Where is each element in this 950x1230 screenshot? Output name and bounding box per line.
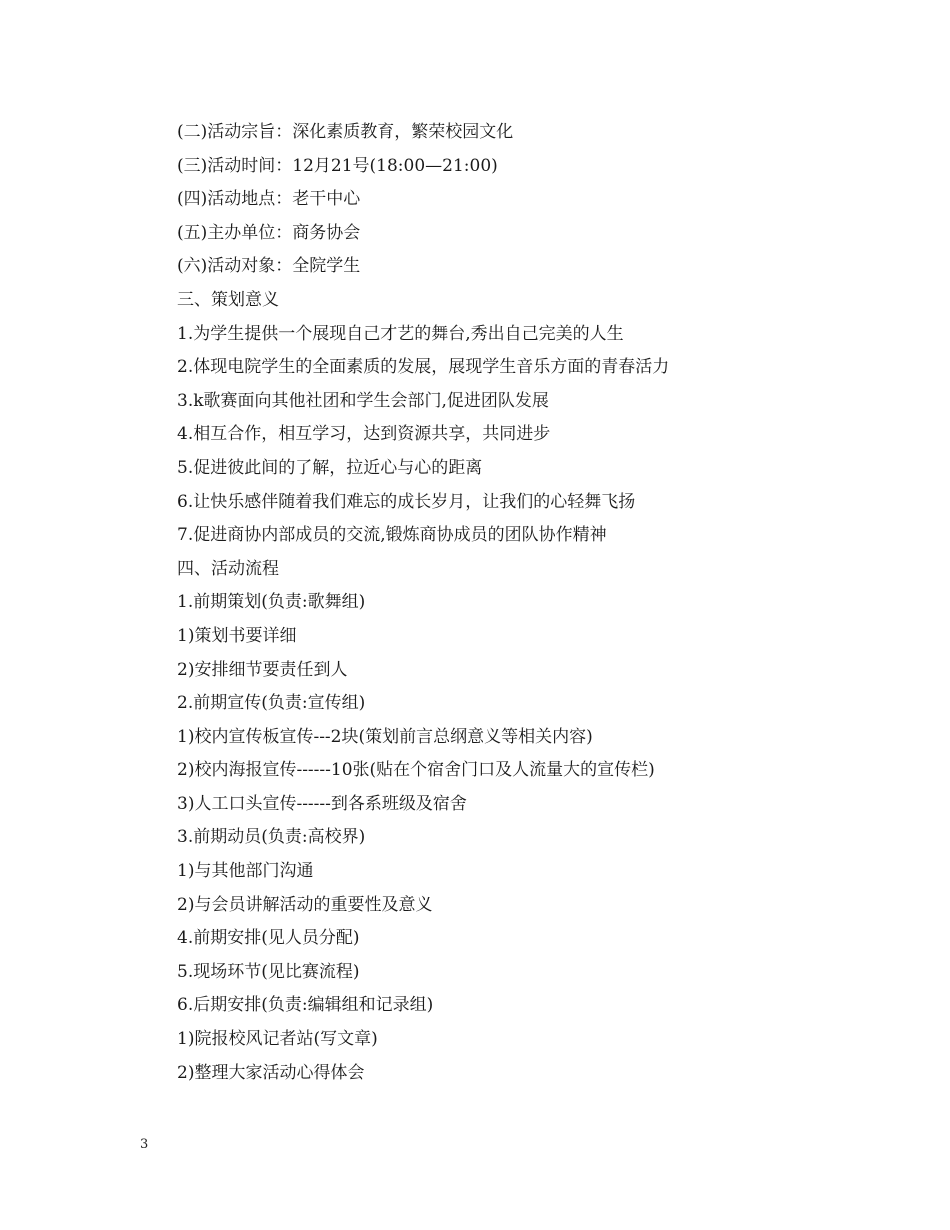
section-heading-significance: 三、策划意义 bbox=[177, 289, 279, 310]
process-substep: 1)策划书要详细 bbox=[177, 625, 297, 646]
process-step: 3.前期动员(负责:高校界) bbox=[177, 827, 366, 848]
process-substep: 1)院报校风记者站(写文章) bbox=[177, 1029, 378, 1050]
significance-item: 3.k歌赛面向其他社团和学生会部门,促进团队发展 bbox=[177, 390, 549, 411]
time-line: (三)活动时间：12月21号(18:00—21:00) bbox=[177, 155, 498, 176]
process-step: 5.现场环节(见比赛流程) bbox=[177, 961, 360, 982]
process-substep: 3)人工口头宣传------到各系班级及宿舍 bbox=[177, 793, 467, 814]
purpose-line: (二)活动宗旨：深化素质教育，繁荣校园文化 bbox=[177, 122, 514, 142]
significance-item: 5.促进彼此间的了解，拉近心与心的距离 bbox=[177, 457, 483, 478]
location-line: (四)活动地点：老干中心 bbox=[177, 189, 361, 210]
process-step: 6.后期安排(负责:编辑组和记录组) bbox=[177, 995, 434, 1016]
process-step: 1.前期策划(负责:歌舞组) bbox=[177, 592, 366, 613]
process-step: 4.前期安排(见人员分配) bbox=[177, 928, 360, 949]
process-substep: 2)整理大家活动心得体会 bbox=[177, 1062, 365, 1083]
process-substep: 1)校内宣传板宣传---2块(策划前言总纲意义等相关内容) bbox=[177, 726, 593, 747]
significance-item: 1.为学生提供一个展现自己才艺的舞台,秀出自己完美的人生 bbox=[177, 323, 624, 344]
page-number: 3 bbox=[140, 1137, 149, 1152]
organizer-line: (五)主办单位：商务协会 bbox=[177, 222, 361, 243]
process-substep: 2)安排细节要责任到人 bbox=[177, 659, 348, 680]
process-substep: 1)与其他部门沟通 bbox=[177, 861, 314, 882]
significance-item: 4.相互合作，相互学习，达到资源共享，共同进步 bbox=[177, 424, 551, 445]
audience-line: (六)活动对象：全院学生 bbox=[177, 256, 361, 277]
section-heading-process: 四、活动流程 bbox=[177, 558, 279, 579]
significance-item: 7.促进商协内部成员的交流,锻炼商协成员的团队协作精神 bbox=[177, 525, 607, 546]
process-step: 2.前期宣传(负责:宣传组) bbox=[177, 693, 366, 714]
significance-item: 2.体现电院学生的全面素质的发展，展现学生音乐方面的青春活力 bbox=[177, 357, 670, 378]
process-substep: 2)与会员讲解活动的重要性及意义 bbox=[177, 894, 433, 915]
document-body bbox=[177, 116, 877, 1090]
process-substep: 2)校内海报宣传------10张(贴在个宿舍门口及人流量大的宣传栏) bbox=[177, 760, 655, 781]
significance-item: 6.让快乐感伴随着我们难忘的成长岁月，让我们的心轻舞飞扬 bbox=[177, 491, 636, 512]
